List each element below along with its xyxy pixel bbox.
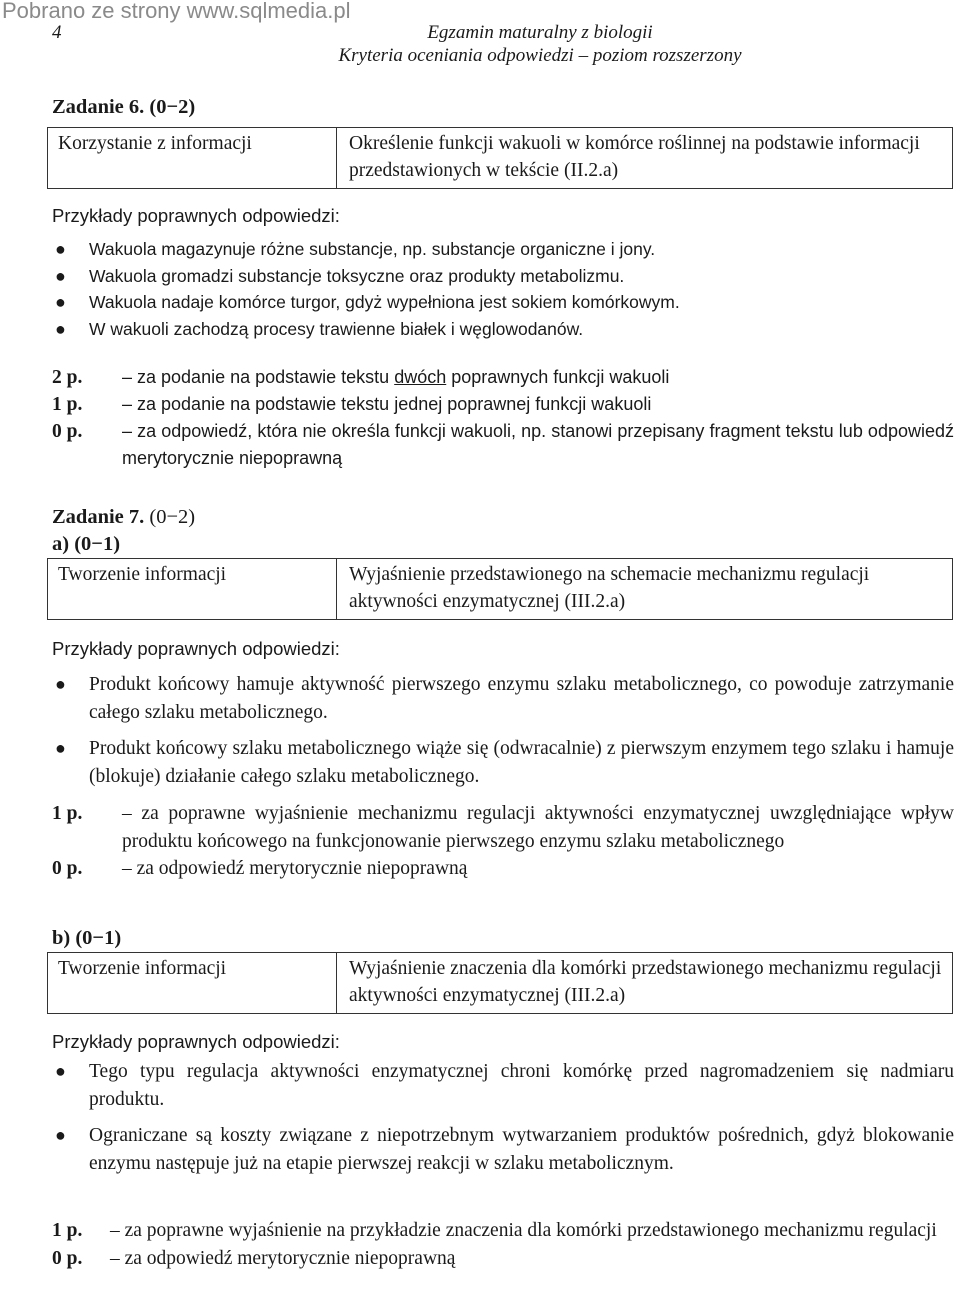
bullet-icon: ● bbox=[55, 265, 66, 286]
list-item: ● Ograniczane są koszty związane z niepotrzebnym wytwarzaniem produktów pośrednich, gdyż blokowanie enzymu następuje już na etapie pierwszej reakcji w szlaku metabolicznym. bbox=[52, 1122, 954, 1177]
bullet-icon: ● bbox=[55, 1061, 66, 1081]
task7b-scoring bbox=[52, 1217, 954, 1272]
task6-skill-cell: Korzystanie z informacji bbox=[48, 128, 337, 189]
points-label: 1 p. bbox=[52, 1220, 83, 1241]
page-number: 4 bbox=[52, 22, 62, 43]
task6-scoring bbox=[52, 364, 954, 472]
task6-examples-label: Przykłady poprawnych odpowiedzi: bbox=[52, 205, 340, 226]
task7a-skill-cell: Tworzenie informacji bbox=[48, 559, 337, 620]
task7b-examples-label: Przykłady poprawnych odpowiedzi: bbox=[52, 1031, 340, 1052]
bullet-icon: ● bbox=[55, 1125, 66, 1145]
task7a-label: a) (0−1) bbox=[52, 533, 121, 555]
points-label: 1 p. bbox=[52, 394, 83, 415]
task7a-requirement-cell: Wyjaśnienie przedstawionego na schemacie mechanizmu regulacji aktywności enzymatycznej (III.2.a) bbox=[337, 559, 953, 620]
bullet-icon: ● bbox=[55, 239, 66, 259]
points-label: 2 p. bbox=[52, 367, 83, 388]
list-item: ● Wakuola magazynuje różne substancje, np. substancje organiczne i jony. bbox=[52, 236, 954, 263]
page-header bbox=[240, 21, 840, 67]
scoring-row: 2 p. – za podanie na podstawie tekstu dwóch poprawnych funkcji wakuoli bbox=[52, 364, 954, 391]
points-label: 0 p. bbox=[52, 421, 83, 442]
scoring-row: 1 p. – za podanie na podstawie tekstu jednej poprawnej funkcji wakuoli bbox=[52, 391, 954, 418]
points-label: 0 p. bbox=[52, 858, 83, 879]
task7b-skill-cell: Tworzenie informacji bbox=[48, 953, 337, 1014]
task7a-scoring bbox=[52, 800, 954, 883]
watermark: Pobrano ze strony www.sqlmedia.pl bbox=[2, 0, 351, 23]
bullet-icon: ● bbox=[55, 318, 66, 339]
list-item: ● Wakuola nadaje komórce turgor, gdyż wypełniona jest sokiem komórkowym. bbox=[52, 289, 954, 316]
task7b-label: b) (0−1) bbox=[52, 927, 122, 949]
list-item: ● Produkt końcowy szlaku metabolicznego wiąże się (odwracalnie) z pierwszym enzymem tego szlaku i hamuje (blokuje) działanie całego szlaku metabolicznego. bbox=[52, 735, 954, 790]
scoring-row: 0 p. – za odpowiedź merytorycznie niepoprawną bbox=[52, 855, 954, 883]
header-title: Egzamin maturalny z biologii bbox=[427, 22, 653, 43]
list-item: ● Tego typu regulacja aktywności enzymatycznej chroni komórkę przed nagromadzeniem się nadmiaru produktu. bbox=[52, 1058, 954, 1113]
points-label: 0 p. bbox=[52, 1247, 83, 1269]
bullet-icon: ● bbox=[55, 674, 66, 694]
list-item: ● Produkt końcowy hamuje aktywność pierwszego enzymu szlaku metabolicznego, co powoduje zatrzymanie całego szlaku metabolicznego. bbox=[52, 671, 954, 726]
task6-heading: Zadanie 6. (0−2) bbox=[52, 96, 196, 118]
header-subtitle: Kryteria oceniania odpowiedzi – poziom rozszerzony bbox=[338, 45, 742, 66]
task7a-answer-list bbox=[52, 671, 954, 790]
bullet-icon: ● bbox=[55, 738, 66, 758]
emphasis-underline: dwóch bbox=[394, 367, 447, 387]
task7b-answer-list bbox=[52, 1058, 954, 1177]
task7a-examples-label: Przykłady poprawnych odpowiedzi: bbox=[52, 638, 340, 659]
task7b-criteria-table bbox=[47, 952, 953, 1014]
scoring-row: 1 p. – za poprawne wyjaśnienie na przykładzie znaczenia dla komórki przedstawionego mechanizmu regulacji bbox=[52, 1217, 954, 1245]
task7-heading: Zadanie 7. (0−2) bbox=[52, 506, 196, 528]
bullet-icon: ● bbox=[55, 292, 66, 312]
scoring-row: 0 p. – za odpowiedź, która nie określa funkcji wakuoli, np. stanowi przepisany fragment tekstu lub odpowiedź merytorycznie niepoprawną bbox=[52, 418, 954, 472]
task7b-requirement-cell: Wyjaśnienie znaczenia dla komórki przedstawionego mechanizmu regulacji aktywności enzymatycznej (III.2.a) bbox=[337, 953, 953, 1014]
task6-answer-list bbox=[52, 236, 954, 342]
task6-criteria-table bbox=[47, 127, 953, 189]
scoring-row: 1 p. – za poprawne wyjaśnienie mechanizmu regulacji aktywności enzymatycznej uwzględniające wpływ produktu końcowego na funkcjonowanie pierwszego enzymu szlaku metabolicznego bbox=[52, 800, 954, 855]
task6-requirement-cell: Określenie funkcji wakuoli w komórce roślinnej na podstawie informacji przedstawionych w tekście (II.2.a) bbox=[337, 128, 953, 189]
task7a-criteria-table bbox=[47, 558, 953, 620]
list-item: ● Wakuola gromadzi substancje toksyczne oraz produkty metabolizmu. bbox=[52, 263, 954, 290]
points-label: 1 p. bbox=[52, 803, 83, 824]
scoring-row: 0 p. – za odpowiedź merytorycznie niepoprawną bbox=[52, 1245, 954, 1273]
list-item: ● W wakuoli zachodzą procesy trawienne białek i węglowodanów. bbox=[52, 316, 954, 343]
